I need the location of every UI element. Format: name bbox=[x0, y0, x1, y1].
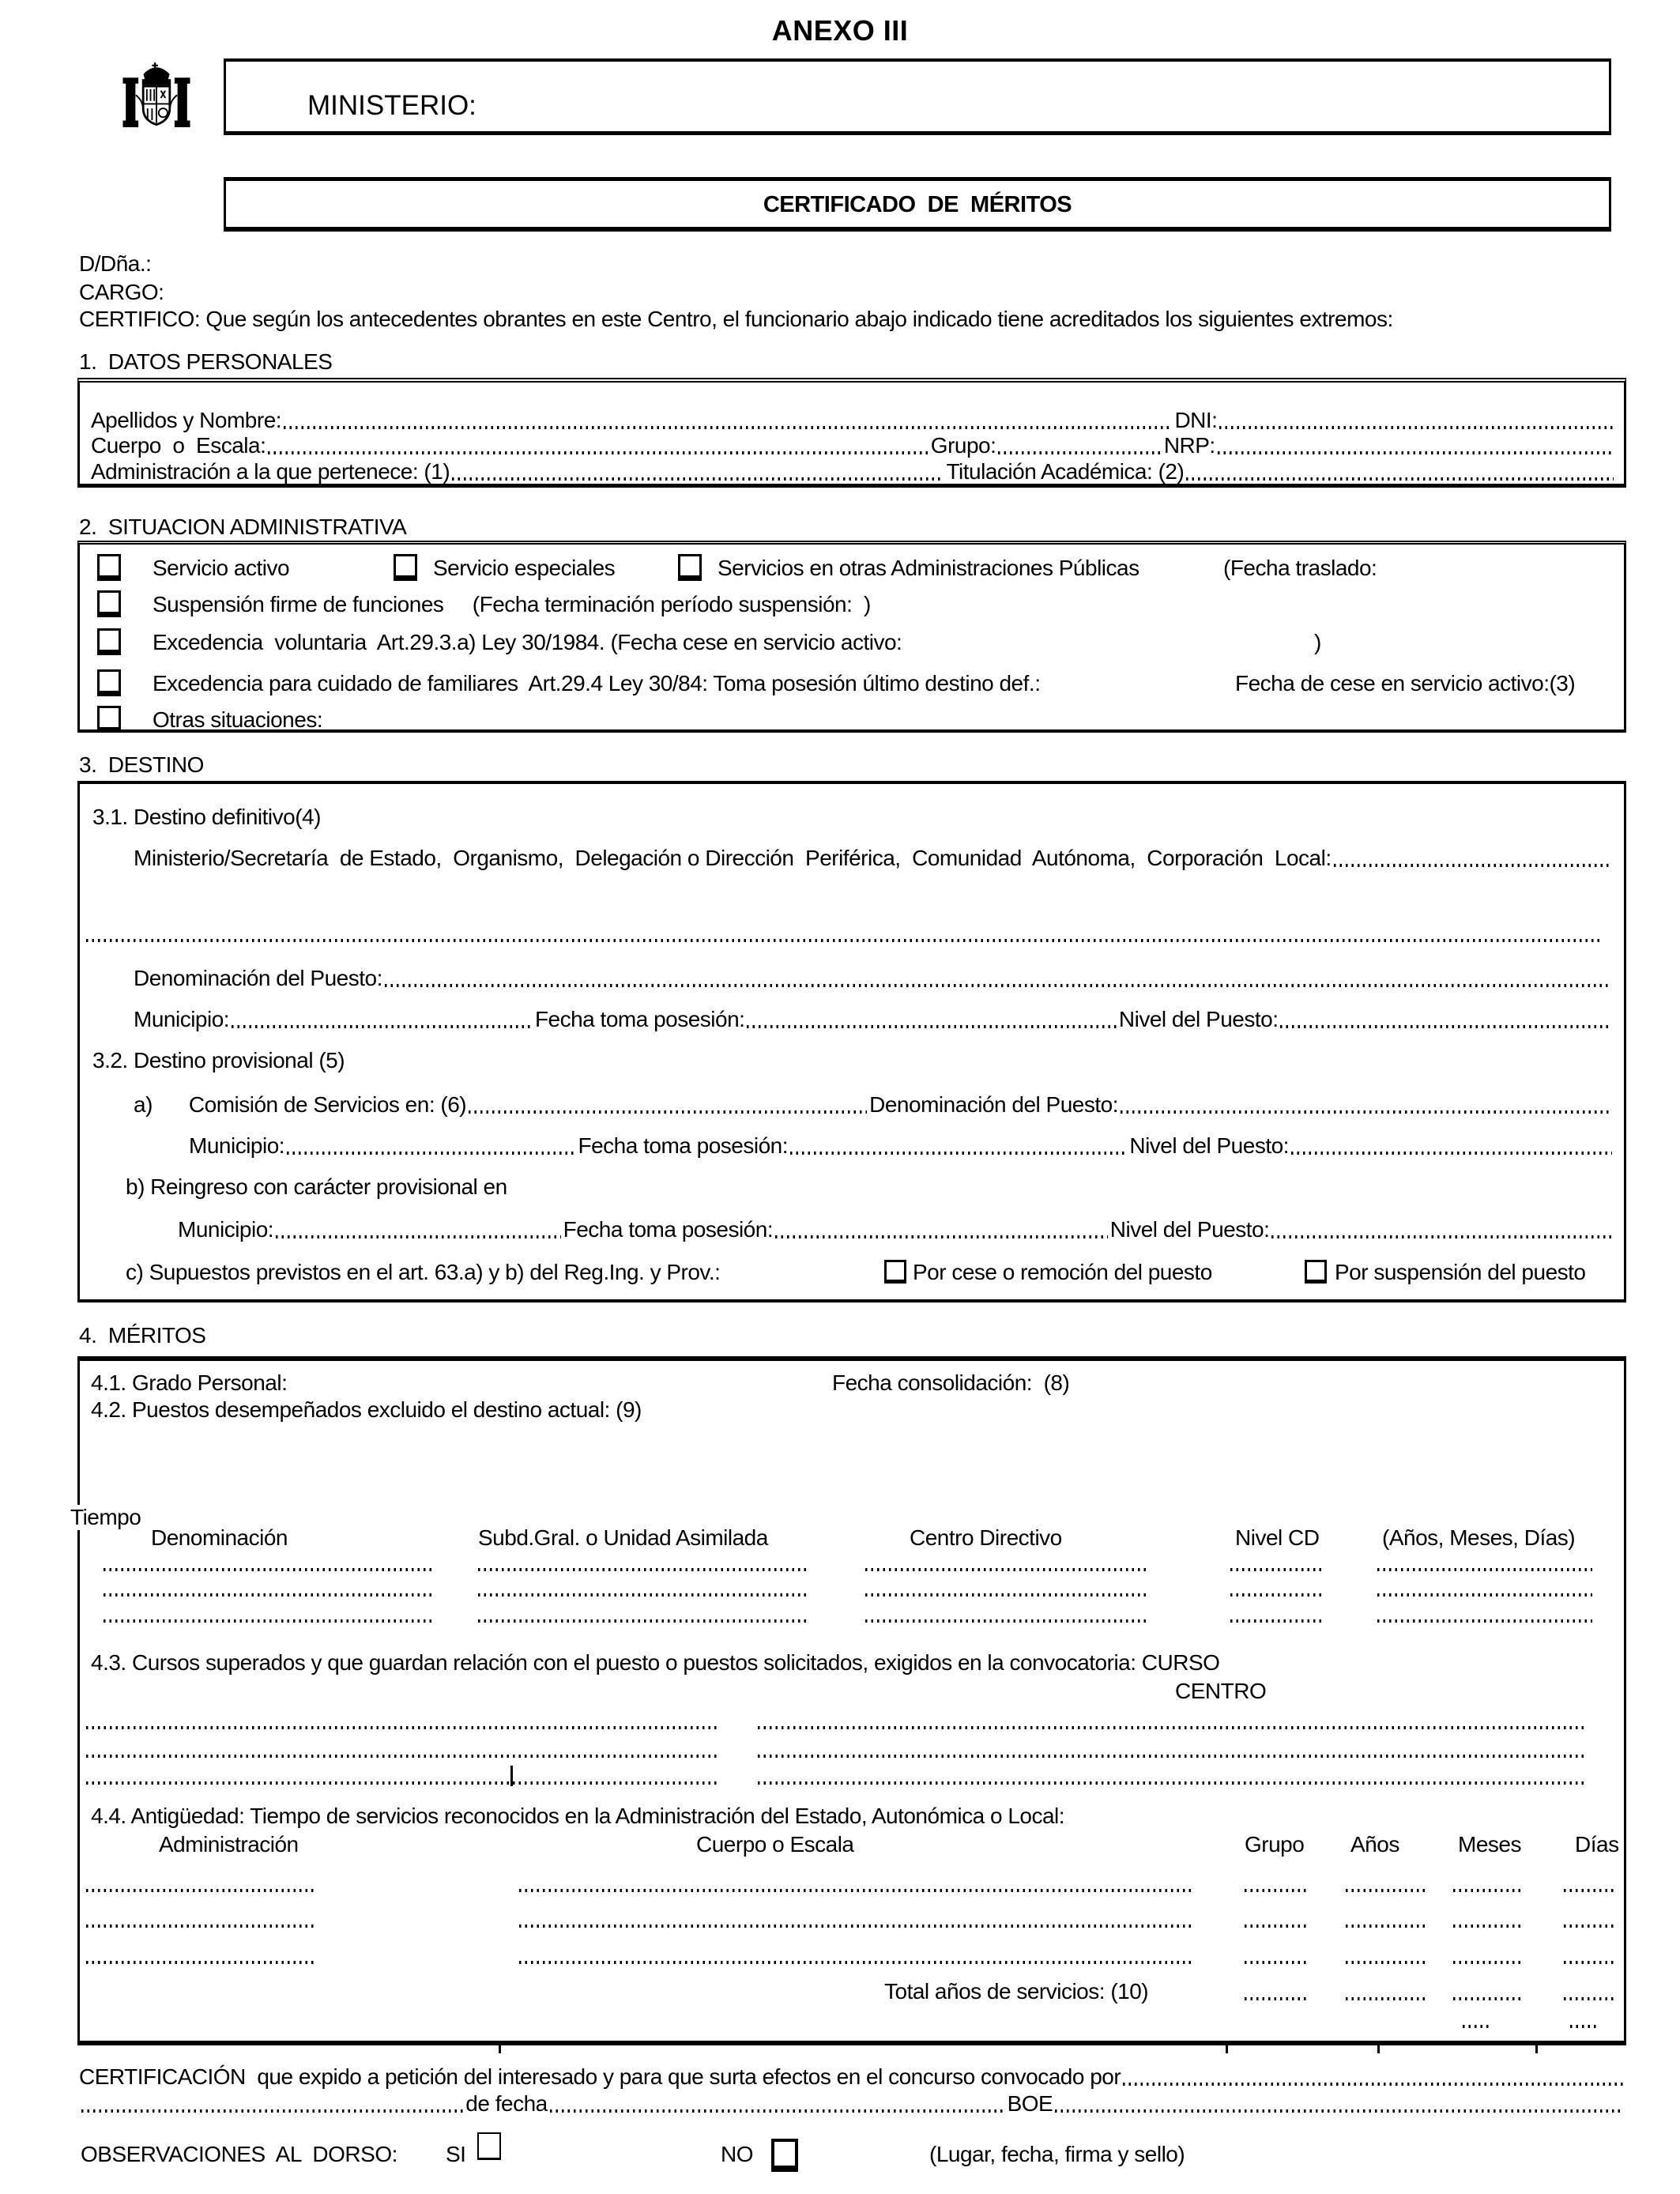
checkbox-por-suspension[interactable] bbox=[1305, 1260, 1327, 1284]
supuestos-previstos-label: c) Supuestos previstos en el art. 63.a) y b) del Reg.Ing. y Prov.: bbox=[126, 1260, 721, 1284]
apellidos-label: Apellidos y Nombre: bbox=[91, 408, 282, 432]
column-tick bbox=[1535, 2041, 1538, 2053]
dotted-fill-line[interactable] bbox=[1230, 1593, 1324, 1596]
dotted-fill-line[interactable] bbox=[775, 1235, 1108, 1238]
dotted-fill-line[interactable] bbox=[1346, 1961, 1425, 1964]
dotted-fill-line[interactable] bbox=[1245, 1997, 1308, 2000]
column-tick bbox=[1226, 2041, 1228, 2053]
column-header-grupo: Grupo bbox=[1245, 1832, 1305, 1857]
de-fecha-label: de fecha bbox=[465, 2091, 548, 2116]
dotted-fill-line[interactable] bbox=[1186, 477, 1614, 481]
dotted-fill-line[interactable] bbox=[758, 1755, 1586, 1758]
item-a-label: a) bbox=[134, 1092, 153, 1117]
dotted-fill-line[interactable] bbox=[276, 1235, 561, 1238]
dotted-fill-line[interactable] bbox=[86, 1961, 317, 1964]
situacion-administrativa-box bbox=[77, 541, 1626, 733]
column-header-meses: Meses bbox=[1458, 1832, 1521, 1857]
dotted-fill-line[interactable] bbox=[86, 1781, 718, 1785]
dotted-fill-line[interactable] bbox=[1346, 1997, 1425, 2000]
dotted-fill-line[interactable] bbox=[550, 2109, 1005, 2113]
destino-box bbox=[77, 781, 1626, 1302]
column-header-subdgral: Subd.Gral. o Unidad Asimilada bbox=[478, 1525, 768, 1550]
lugar-fecha-firma-label: (Lugar, fecha, firma y sello) bbox=[929, 2142, 1185, 2166]
dotted-fill-line[interactable] bbox=[104, 1593, 434, 1596]
dotted-fill-line[interactable] bbox=[758, 1726, 1586, 1729]
checkbox-servicio-activo[interactable] bbox=[97, 554, 121, 581]
column-header-denominacion: Denominación bbox=[151, 1525, 288, 1550]
destino-definitivo-title: 3.1. Destino definitivo(4) bbox=[92, 805, 321, 829]
ministry-label: MINISTERIO: bbox=[307, 90, 477, 121]
grado-personal-label: 4.1. Grado Personal: bbox=[91, 1370, 288, 1395]
centro-column-label: CENTRO bbox=[1175, 1679, 1267, 1703]
checkbox-servicios-otras-administraciones[interactable] bbox=[678, 554, 702, 581]
municipio-label: Municipio: bbox=[178, 1217, 274, 1242]
column-header-centro-directivo: Centro Directivo bbox=[910, 1525, 1062, 1550]
dotted-fill-line[interactable] bbox=[478, 1593, 810, 1596]
excedencia-cuidado-label: Excedencia para cuidado de familiares Art.29.4 Ley 30/84: Toma posesión último destino def.: bbox=[153, 671, 1041, 696]
dotted-fill-line[interactable] bbox=[1564, 1961, 1616, 1964]
dotted-fill-line[interactable] bbox=[1230, 1619, 1324, 1623]
dotted-fill-line[interactable] bbox=[232, 1025, 533, 1028]
nivel-puesto-label: Nivel del Puesto: bbox=[1129, 1133, 1289, 1158]
dotted-fill-line[interactable] bbox=[998, 451, 1161, 454]
dotted-fill-line[interactable] bbox=[790, 1152, 1127, 1155]
suspension-firme-label: Suspensión firme de funciones (Fecha terminación período suspensión: ) bbox=[153, 592, 871, 616]
certificate-title-box bbox=[224, 177, 1611, 232]
destino-provisional-title: 3.2. Destino provisional (5) bbox=[92, 1048, 345, 1072]
dotted-fill-line[interactable] bbox=[1245, 1924, 1308, 1928]
section-3-heading: 3. DESTINO bbox=[79, 752, 204, 777]
dotted-fill-line[interactable] bbox=[1570, 2025, 1597, 2028]
dotted-fill-line[interactable] bbox=[452, 477, 944, 481]
section-2-heading: 2. SITUACION ADMINISTRATIVA bbox=[79, 515, 407, 539]
dotted-fill-line[interactable] bbox=[1334, 864, 1609, 867]
column-tick bbox=[499, 2041, 501, 2053]
column-tick bbox=[1377, 2041, 1380, 2053]
fecha-toma-posesion-label: Fecha toma posesión: bbox=[578, 1133, 788, 1158]
column-header-anos: Años bbox=[1350, 1832, 1399, 1857]
nivel-puesto-label: Nivel del Puesto: bbox=[1118, 1007, 1279, 1031]
annex-title: ANEXO III bbox=[771, 14, 909, 47]
checkbox-suspension-firme[interactable] bbox=[97, 590, 121, 617]
titulacion-label: Titulación Académica: (2) bbox=[946, 459, 1185, 484]
dotted-fill-line[interactable] bbox=[1377, 1593, 1592, 1596]
servicio-activo-label: Servicio activo bbox=[153, 556, 290, 580]
ministry-box bbox=[224, 58, 1611, 135]
dotted-fill-line[interactable] bbox=[1453, 1889, 1521, 1892]
puestos-desempenados-label: 4.2. Puestos desempeñados excluido el destino actual: (9) bbox=[91, 1397, 642, 1422]
dotted-fill-line[interactable] bbox=[1271, 1235, 1612, 1238]
checkbox-observaciones-no[interactable] bbox=[771, 2139, 798, 2172]
section-1-heading: 1. DATOS PERSONALES bbox=[79, 349, 333, 374]
cursos-superados-label: 4.3. Cursos superados y que guardan relación con el puesto o puestos solicitados, exigidos en la convocatoria: CURSO bbox=[91, 1650, 1220, 1675]
servicios-otras-label: Servicios en otras Administraciones Públicas bbox=[718, 556, 1139, 580]
dotted-fill-line[interactable] bbox=[385, 984, 1609, 987]
dotted-fill-line[interactable] bbox=[1245, 1889, 1308, 1892]
column-header-administracion: Administración bbox=[159, 1832, 299, 1857]
dotted-fill-line[interactable] bbox=[86, 1755, 718, 1758]
certificate-title: CERTIFICADO DE MÉRITOS bbox=[763, 192, 1072, 217]
no-label: NO bbox=[721, 2142, 753, 2166]
cargo-label: CARGO: bbox=[79, 280, 164, 304]
fecha-toma-posesion-label: Fecha toma posesión: bbox=[534, 1007, 745, 1031]
meritos-box bbox=[70, 1356, 1626, 2045]
dotted-fill-line[interactable] bbox=[81, 2109, 463, 2113]
denominacion-puesto-label: Denominación del Puesto: bbox=[869, 1092, 1119, 1117]
por-suspension-label: Por suspensión del puesto bbox=[1335, 1260, 1586, 1284]
boe-label: BOE bbox=[1007, 2091, 1053, 2116]
dotted-fill-line[interactable] bbox=[86, 1889, 317, 1892]
dotted-fill-line[interactable] bbox=[1346, 1889, 1425, 1892]
municipio-label: Municipio: bbox=[134, 1007, 230, 1031]
fecha-toma-posesion-label: Fecha toma posesión: bbox=[563, 1217, 774, 1242]
dotted-fill-line[interactable] bbox=[104, 1568, 434, 1571]
otras-situaciones-label: Otras situaciones: bbox=[153, 707, 323, 732]
dotted-fill-line[interactable] bbox=[1346, 1924, 1425, 1928]
dotted-fill-line[interactable] bbox=[469, 1110, 867, 1114]
nivel-puesto-label: Nivel del Puesto: bbox=[1109, 1217, 1270, 1242]
dotted-fill-line[interactable] bbox=[86, 1924, 317, 1928]
applicant-name-label: D/Dña.: bbox=[79, 251, 152, 276]
dotted-fill-line[interactable] bbox=[519, 1924, 1191, 1928]
checkbox-por-cese-remocion[interactable] bbox=[884, 1260, 906, 1284]
dotted-fill-line[interactable] bbox=[1564, 1889, 1616, 1892]
dotted-fill-line[interactable] bbox=[86, 1726, 718, 1729]
excedencia-voluntaria-label: Excedencia voluntaria Art.29.3.a) Ley 30/1984. (Fecha cese en servicio activo: bbox=[153, 630, 902, 654]
checkbox-excedencia-voluntaria[interactable] bbox=[97, 628, 121, 655]
dotted-fill-line[interactable] bbox=[268, 451, 928, 454]
fecha-cese-servicio-label: Fecha de cese en servicio activo:(3) bbox=[1235, 671, 1576, 696]
dotted-fill-line[interactable] bbox=[1218, 451, 1614, 454]
dotted-fill-line[interactable] bbox=[287, 1152, 575, 1155]
dotted-fill-line[interactable] bbox=[1453, 1924, 1521, 1928]
dotted-fill-line[interactable] bbox=[865, 1568, 1150, 1571]
dni-label: DNI: bbox=[1174, 408, 1218, 432]
dotted-fill-line[interactable] bbox=[1291, 1152, 1612, 1155]
dotted-fill-line[interactable] bbox=[1564, 1997, 1616, 2000]
administracion-label: Administración a la que pertenece: (1) bbox=[91, 459, 450, 484]
dotted-fill-line[interactable] bbox=[86, 939, 1603, 942]
checkbox-excedencia-cuidado-familiares[interactable] bbox=[97, 669, 121, 696]
dotted-fill-line[interactable] bbox=[1219, 426, 1614, 429]
section-4-heading: 4. MÉRITOS bbox=[79, 1323, 206, 1348]
datos-personales-box bbox=[77, 378, 1626, 488]
por-cese-remocion-label: Por cese o remoción del puesto bbox=[913, 1260, 1212, 1284]
dotted-fill-line[interactable] bbox=[1377, 1568, 1592, 1571]
reingreso-provisional-label: b) Reingreso con carácter provisional en bbox=[126, 1174, 507, 1199]
checkbox-otras-situaciones[interactable] bbox=[97, 706, 121, 733]
dotted-fill-line[interactable] bbox=[478, 1619, 810, 1623]
excedencia-close-paren: ) bbox=[1314, 630, 1321, 654]
municipio-label: Municipio: bbox=[189, 1133, 285, 1158]
dotted-fill-line[interactable] bbox=[865, 1619, 1150, 1623]
denominacion-puesto-label: Denominación del Puesto: bbox=[134, 966, 382, 990]
column-header-anos-meses-dias: (Años, Meses, Días) bbox=[1382, 1525, 1576, 1550]
dotted-fill-line[interactable] bbox=[1245, 1961, 1308, 1964]
dotted-fill-line[interactable] bbox=[478, 1568, 810, 1571]
dotted-fill-line[interactable] bbox=[104, 1619, 434, 1623]
dotted-fill-line[interactable] bbox=[1055, 2109, 1624, 2113]
antiguedad-label: 4.4. Antigüedad: Tiempo de servicios reconocidos en la Administración del Estado, Autonómica o Local: bbox=[91, 1804, 1065, 1828]
ministerio-organismo-label: Ministerio/Secretaría de Estado, Organismo, Delegación o Dirección Periférica, Comunidad Autónoma, Corporación Local: bbox=[134, 846, 1332, 870]
stray-mark bbox=[510, 1766, 513, 1786]
tiempo-label: Tiempo bbox=[70, 1505, 145, 1530]
grupo-label: Grupo: bbox=[930, 433, 996, 458]
dotted-fill-line[interactable] bbox=[1377, 1619, 1592, 1623]
dotted-fill-line[interactable] bbox=[747, 1025, 1116, 1028]
column-header-nivel-cd: Nivel CD bbox=[1235, 1525, 1320, 1550]
dotted-fill-line[interactable] bbox=[519, 1961, 1191, 1964]
dotted-fill-line[interactable] bbox=[1230, 1568, 1324, 1571]
fecha-consolidacion-label: Fecha consolidación: (8) bbox=[832, 1370, 1070, 1395]
dotted-fill-line[interactable] bbox=[519, 1889, 1191, 1892]
dotted-fill-line[interactable] bbox=[1121, 1110, 1612, 1114]
column-header-dias: Días bbox=[1575, 1832, 1619, 1857]
comision-servicios-label: Comisión de Servicios en: (6) bbox=[188, 1092, 467, 1117]
certify-statement: CERTIFICO: Que según los antecedentes obrantes en este Centro, el funcionario abajo indicado tiene acreditados los siguientes extremos: bbox=[79, 307, 1393, 331]
dotted-fill-line[interactable] bbox=[284, 426, 1172, 429]
dotted-fill-line[interactable] bbox=[758, 1781, 1586, 1785]
dotted-fill-line[interactable] bbox=[1453, 1997, 1521, 2000]
observaciones-dorso-label: OBSERVACIONES AL DORSO: bbox=[81, 2142, 397, 2166]
fecha-traslado-label: (Fecha traslado: bbox=[1223, 556, 1377, 580]
dotted-fill-line[interactable] bbox=[865, 1593, 1150, 1596]
total-servicios-label: Total años de servicios: (10) bbox=[884, 1979, 1149, 2004]
dotted-fill-line[interactable] bbox=[1463, 2025, 1490, 2028]
checkbox-observaciones-si[interactable] bbox=[477, 2132, 501, 2160]
nrp-label: NRP: bbox=[1163, 433, 1215, 458]
dotted-fill-line[interactable] bbox=[1123, 2083, 1624, 2086]
column-header-cuerpo-escala: Cuerpo o Escala bbox=[696, 1832, 854, 1857]
cuerpo-escala-label: Cuerpo o Escala: bbox=[91, 433, 266, 458]
certificacion-statement: CERTIFICACIÓN que expido a petición del interesado y para que surta efectos en el concurso convocado por bbox=[79, 2064, 1121, 2089]
dotted-fill-line[interactable] bbox=[1453, 1961, 1521, 1964]
checkbox-servicio-especiales[interactable] bbox=[394, 554, 417, 581]
si-label: SI bbox=[446, 2142, 466, 2166]
dotted-fill-line[interactable] bbox=[1564, 1924, 1616, 1928]
spain-coat-of-arms-icon bbox=[122, 60, 190, 136]
dotted-fill-line[interactable] bbox=[1280, 1025, 1609, 1028]
observaciones-row bbox=[79, 2139, 1626, 2173]
servicio-especiales-label: Servicio especiales bbox=[433, 556, 616, 580]
